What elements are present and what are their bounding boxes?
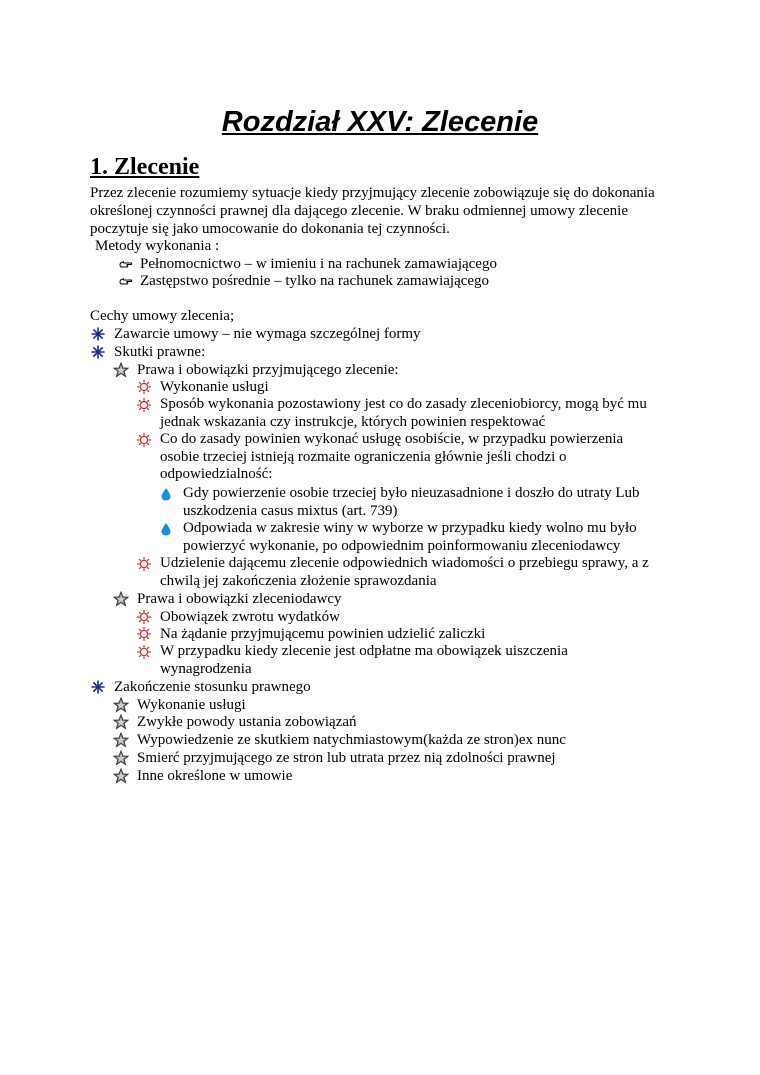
star-icon xyxy=(113,591,129,607)
features-label: Cechy umowy zlecenia; xyxy=(90,308,235,324)
contractor-item: Wykonanie usługi xyxy=(160,379,269,395)
star-icon xyxy=(113,750,129,766)
sun-icon xyxy=(136,379,152,395)
sun-icon xyxy=(136,397,152,413)
sun-icon xyxy=(136,556,152,572)
termination-item: Inne określone w umowie xyxy=(137,768,293,784)
termination-item: Wypowiedzenie ze skutkiem natychmiastowym(każda ze stron)ex nunc xyxy=(137,732,566,748)
contractor-item: Co do zasady powinien wykonać usługę osobiście, w przypadku powierzenia osobie trzeciej istnieją rozmaite ograniczenia głównie jeśli chodzi o odpowiedzialność: xyxy=(160,431,624,483)
star-icon xyxy=(113,732,129,748)
contractor-item: Sposób wykonania pozostawiony jest co do zasady zleceniobiorcy, mogą być mu jednak wskazania czy instrukcje, których powinien respektować xyxy=(160,396,647,430)
star-icon xyxy=(113,362,129,378)
termination-item: Zwykłe powody ustania zobowiązań xyxy=(137,714,357,730)
method-item: Zastępstwo pośrednie – tylko na rachunek zamawiającego xyxy=(140,273,490,289)
termination-item: Smierć przyjmującego ze stron lub utrata przez nią zdolności prawnej xyxy=(137,750,556,766)
pointing-hand-icon xyxy=(118,256,134,272)
client-item: Na żądanie przyjmującemu powinien udzielić zaliczki xyxy=(160,626,486,642)
star-icon xyxy=(113,714,129,730)
asterisk-icon xyxy=(90,326,106,342)
intro-paragraph: Przez zlecenie rozumiemy sytuacje kiedy przyjmujący zlecenie zobowiązuje się do dokonania określonej czynności prawnej dla dającego zlecenie. W braku odmiennej umowy zlecenie poczytuje się jako umocowanie do dokonania tej czynności. xyxy=(90,185,655,237)
termination-item: Wykonanie usługi xyxy=(137,697,246,713)
droplet-icon xyxy=(158,486,174,502)
liability-item: Odpowiada w zakresie winy w wyborze w przypadku kiedy wolno mu było powierzyć wykonanie, po odpowiednim poinformowaniu zleceniodawcy xyxy=(183,520,637,554)
sun-icon xyxy=(136,626,152,642)
feature-form: Zawarcie umowy – nie wymaga szczególnej formy xyxy=(114,326,421,342)
sun-icon xyxy=(136,609,152,625)
page-title: Rozdział XXV: Zlecenie xyxy=(221,106,539,138)
client-item: Obowiązek zwrotu wydatków xyxy=(160,609,340,625)
star-icon xyxy=(113,768,129,784)
droplet-icon xyxy=(158,521,174,537)
client-rights-heading: Prawa i obowiązki zleceniodawcy xyxy=(137,591,342,607)
liability-item: Gdy powierzenie osobie trzeciej było nieuzasadnione i doszło do utraty Lub uszkodzenia casus mixtus (art. 739) xyxy=(183,485,640,519)
client-item: W przypadku kiedy zlecenie jest odpłatne ma obowiązek uiszczenia wynagrodzenia xyxy=(160,643,568,677)
method-item: Pełnomocnictwo – w imieniu i na rachunek zamawiającego xyxy=(140,256,497,272)
sun-icon xyxy=(136,432,152,448)
pointing-hand-icon xyxy=(118,273,134,289)
methods-label: Metody wykonania : xyxy=(95,238,220,254)
asterisk-icon xyxy=(90,344,106,360)
asterisk-icon xyxy=(90,679,106,695)
contractor-item: Udzielenie dającemu zlecenie odpowiednich wiadomości o przebiegu sprawy, a z chwilą jej zakończenia złożenie sprawozdania xyxy=(160,555,649,589)
section-heading: 1. Zlecenie xyxy=(90,154,200,180)
termination-heading: Zakończenie stosunku prawnego xyxy=(114,679,311,695)
contractor-rights-heading: Prawa i obowiązki przyjmującego zlecenie: xyxy=(137,362,399,378)
feature-effects: Skutki prawne: xyxy=(114,344,206,360)
sun-icon xyxy=(136,644,152,660)
star-icon xyxy=(113,697,129,713)
